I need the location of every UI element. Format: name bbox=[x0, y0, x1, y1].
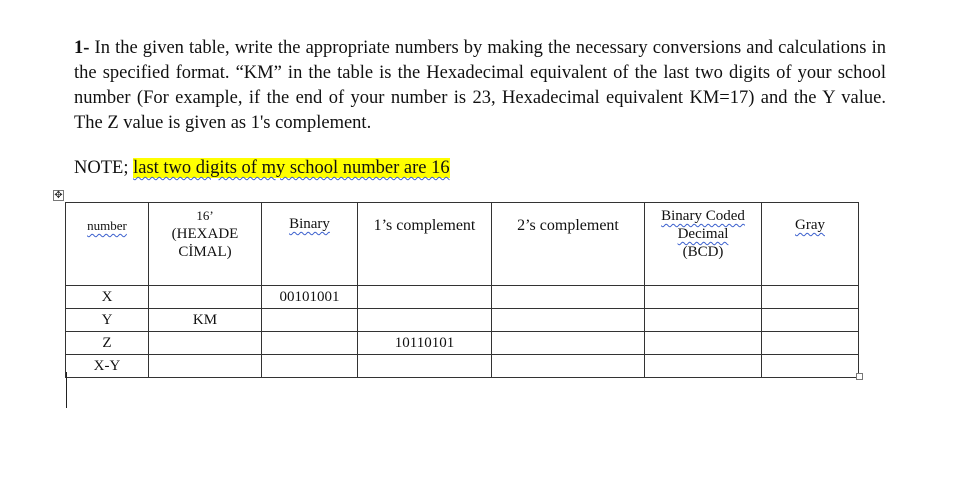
cell-twos[interactable] bbox=[492, 309, 645, 332]
text-cursor bbox=[66, 372, 67, 408]
cell-binary[interactable] bbox=[262, 332, 358, 355]
table-resize-handle[interactable] bbox=[856, 373, 863, 380]
cell-ones[interactable] bbox=[358, 309, 492, 332]
question-paragraph bbox=[74, 36, 886, 136]
cell-hex[interactable] bbox=[149, 286, 262, 309]
row-label[interactable]: X-Y bbox=[66, 355, 149, 378]
header-gray[interactable]: Gray bbox=[762, 203, 859, 286]
cell-bcd[interactable] bbox=[645, 309, 762, 332]
cell-hex[interactable] bbox=[149, 355, 262, 378]
note-label: NOTE; bbox=[74, 158, 129, 178]
cell-twos[interactable] bbox=[492, 286, 645, 309]
cell-gray[interactable] bbox=[762, 309, 859, 332]
cell-bcd[interactable] bbox=[645, 286, 762, 309]
cell-ones[interactable]: 10110101 bbox=[358, 332, 492, 355]
cell-twos[interactable] bbox=[492, 332, 645, 355]
header-ones-complement[interactable]: 1’s complement bbox=[358, 203, 492, 286]
table-row bbox=[66, 332, 859, 355]
row-label[interactable]: Z bbox=[66, 332, 149, 355]
header-bcd[interactable]: Binary Coded Decimal (BCD) bbox=[645, 203, 762, 286]
table-move-handle-icon[interactable]: ✥ bbox=[54, 190, 63, 201]
table-row bbox=[66, 355, 859, 378]
cell-ones[interactable] bbox=[358, 286, 492, 309]
note-line bbox=[74, 156, 450, 180]
question-number: 1- bbox=[74, 38, 90, 58]
conversion-table bbox=[65, 202, 859, 378]
table-row bbox=[66, 286, 859, 309]
table-header-row bbox=[66, 203, 859, 286]
cell-twos[interactable] bbox=[492, 355, 645, 378]
cell-gray[interactable] bbox=[762, 286, 859, 309]
cell-hex[interactable] bbox=[149, 332, 262, 355]
cell-binary[interactable] bbox=[262, 355, 358, 378]
cell-binary[interactable]: 00101001 bbox=[262, 286, 358, 309]
cell-ones[interactable] bbox=[358, 355, 492, 378]
header-twos-complement[interactable]: 2’s complement bbox=[492, 203, 645, 286]
table-row bbox=[66, 309, 859, 332]
cell-gray[interactable] bbox=[762, 355, 859, 378]
header-number[interactable]: number bbox=[66, 203, 149, 286]
cell-gray[interactable] bbox=[762, 332, 859, 355]
cell-binary[interactable] bbox=[262, 309, 358, 332]
question-text: In the given table, write the appropriate numbers by making the necessary conversions and calculations in the specified format. “KM” in the table is the Hexadecimal equivalent of the last two digits of your school number (For example, if the end of your number is 23, Hexadecimal equivalent KM=17) and the Y value. The Z value is given as 1's complement. bbox=[74, 38, 886, 133]
row-label[interactable]: Y bbox=[66, 309, 149, 332]
cell-bcd[interactable] bbox=[645, 332, 762, 355]
header-binary[interactable]: Binary bbox=[262, 203, 358, 286]
cell-hex[interactable]: KM bbox=[149, 309, 262, 332]
row-label[interactable]: X bbox=[66, 286, 149, 309]
note-highlight: last two digits of my school number are 16 bbox=[133, 158, 450, 178]
header-hexadecimal[interactable]: 16’ (HEXADE CİMAL) bbox=[149, 203, 262, 286]
cell-bcd[interactable] bbox=[645, 355, 762, 378]
